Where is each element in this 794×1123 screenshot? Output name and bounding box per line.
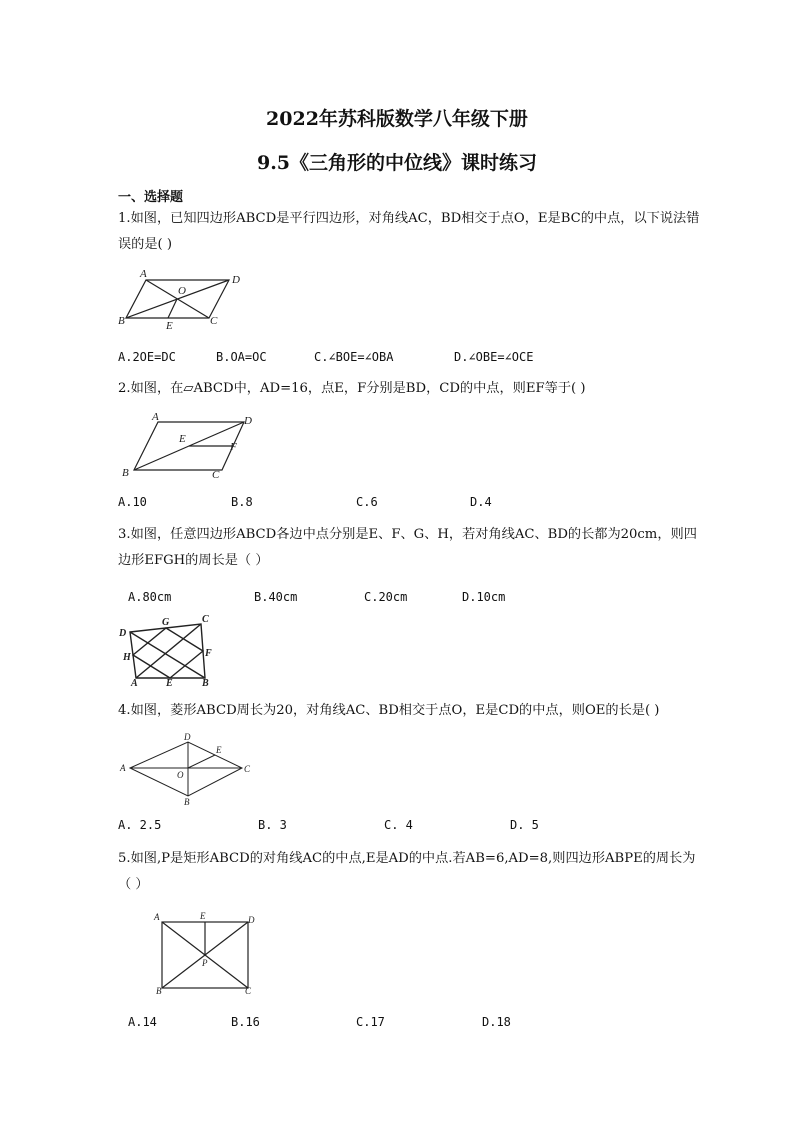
q5-label-b: B <box>156 986 162 996</box>
q1-label-d: D <box>232 274 240 286</box>
question-2-option-d[interactable]: D.4 <box>470 495 492 509</box>
q2-label-d: D <box>244 415 252 427</box>
question-1-option-a[interactable]: A.2OE=DC <box>118 350 176 364</box>
question-2-option-b[interactable]: B.8 <box>231 495 253 509</box>
q4-label-b: B <box>184 797 190 806</box>
q4-label-e: E <box>216 745 222 755</box>
q1-label-c: C <box>210 315 218 327</box>
question-4-option-d[interactable]: D. 5 <box>510 818 539 832</box>
question-5-figure <box>150 908 262 996</box>
q3-label-h: H <box>123 652 131 663</box>
question-3-figure <box>116 614 216 686</box>
q5-label-c: C <box>245 986 252 996</box>
q4-label-o: O <box>177 770 184 780</box>
question-2-figure <box>116 410 256 480</box>
q1-label-e: E <box>166 320 173 332</box>
q3-label-a: A <box>131 678 138 686</box>
question-3-option-b[interactable]: B.40cm <box>254 590 298 604</box>
q5-label-a: A <box>154 912 160 922</box>
question-4-option-c[interactable]: C. 4 <box>384 818 413 832</box>
document-title: 2022年苏科版数学八年级下册 <box>266 108 528 130</box>
q3-label-c: C <box>202 614 209 625</box>
q3-label-e: E <box>166 678 173 686</box>
question-3-option-a[interactable]: A.80cm <box>128 590 172 604</box>
question-2-option-a[interactable]: A.10 <box>118 495 147 509</box>
question-5-option-a[interactable]: A.14 <box>128 1015 157 1029</box>
question-1-text: 1.如图，已知四边形ABCD是平行四边形，对角线AC，BD相交于点O，E是BC的中点，以下说法错误的是( ) <box>118 211 700 252</box>
question-3-option-d[interactable]: D.10cm <box>462 590 506 604</box>
question-1-option-c[interactable]: C.∠BOE=∠OBA <box>314 350 394 364</box>
question-1-option-d[interactable]: D.∠OBE=∠OCE <box>454 350 534 364</box>
q5-label-d: D <box>248 915 255 925</box>
question-3-text: 3.如图，任意四边形ABCD各边中点分别是E、F、G、H，若对角线AC、BD的长都为20cm，则四边形EFGH的周长是（ ） <box>118 527 697 568</box>
question-3-option-c[interactable]: C.20cm <box>364 590 408 604</box>
question-1-option-b[interactable]: B.OA=OC <box>216 350 267 364</box>
question-4-text: 4.如图，菱形ABCD周长为20，对角线AC、BD相交于点O，E是CD的中点，则OE的长是( ) <box>118 703 660 718</box>
q1-label-b: B <box>118 315 125 327</box>
question-4-option-b[interactable]: B. 3 <box>258 818 287 832</box>
q3-label-f: F <box>205 648 212 659</box>
q3-label-d: D <box>119 628 127 639</box>
q2-label-f: F <box>230 441 237 453</box>
question-5-option-b[interactable]: B.16 <box>231 1015 260 1029</box>
question-4-figure <box>116 732 258 806</box>
question-2-text: 2.如图，在▱ABCD中，AD=16，点E，F分别是BD，CD的中点，则EF等于( ) <box>118 381 586 396</box>
question-5-text: 5.如图,P是矩形ABCD的对角线AC的中点,E是AD的中点.若AB=6,AD=8,则四边形ABPE的周长为（ ） <box>118 851 696 892</box>
q2-label-c: C <box>212 469 220 480</box>
question-1-figure <box>116 266 256 332</box>
q5-label-p: P <box>202 958 208 968</box>
question-4-option-a[interactable]: A. 2.5 <box>118 818 162 832</box>
q2-label-b: B <box>122 467 129 479</box>
q5-label-e: E <box>200 911 206 921</box>
q3-label-g: G <box>162 617 170 628</box>
q3-label-b: B <box>202 678 209 686</box>
section-heading: 一、选择题 <box>118 190 184 205</box>
q4-label-c: C <box>244 764 251 774</box>
question-5-option-c[interactable]: C.17 <box>356 1015 385 1029</box>
q1-label-o: O <box>178 285 186 297</box>
question-2-option-c[interactable]: C.6 <box>356 495 378 509</box>
q2-label-a: A <box>152 411 159 423</box>
q4-label-a: A <box>120 763 126 773</box>
q1-label-a: A <box>140 268 147 280</box>
q4-label-d: D <box>184 732 191 742</box>
document-subtitle: 9.5《三角形的中位线》课时练习 <box>256 152 538 174</box>
question-5-option-d[interactable]: D.18 <box>482 1015 511 1029</box>
q2-label-e: E <box>179 433 186 445</box>
